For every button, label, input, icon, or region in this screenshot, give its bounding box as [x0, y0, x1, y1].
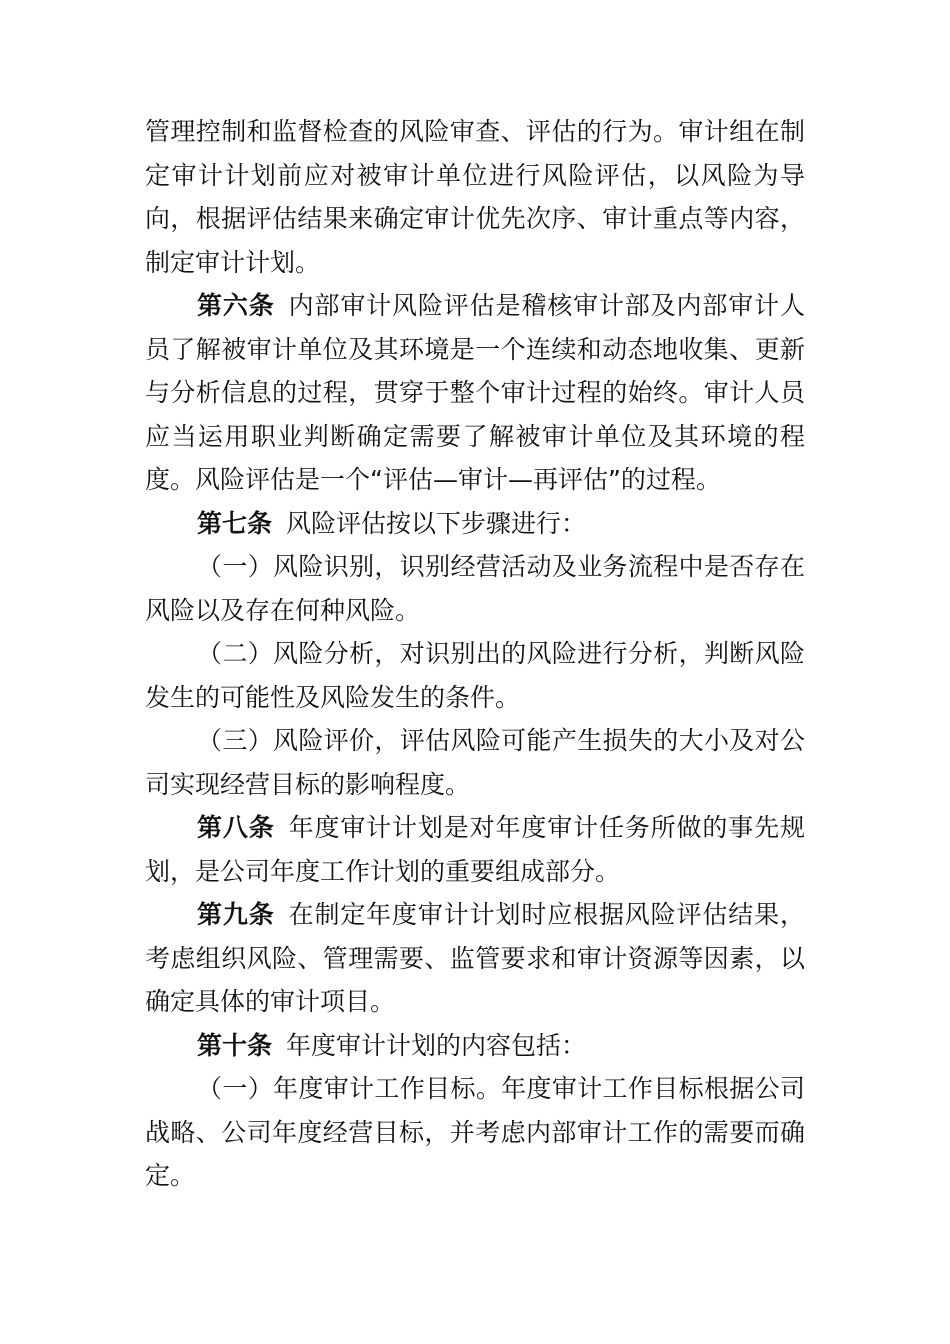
list-item-risk-identification [145, 545, 805, 632]
article-number: 第七条 [197, 508, 273, 538]
paragraph-text: 在制定年度审计计划时应根据风险评估结果，考虑组织风险、管理需要、监管要求和审计资源等因素，以确定具体的审计项目。 [145, 900, 805, 1016]
paragraph-text: （二）风险分析，对识别出的风险进行分析，判断风险发生的可能性及风险发生的条件。 [145, 639, 805, 712]
paragraph-text: （一）年度审计工作目标。年度审计工作目标根据公司战略、公司年度经营目标，并考虑内部审计工作的需要而确定。 [145, 1074, 805, 1190]
paragraph-text: 内部审计风险评估是稽核审计部及内部审计人员了解被审计单位及其环境是一个连续和动态地收集、更新与分析信息的过程，贯穿于整个审计过程的始终。审计人员应当运用职业判断确定需要了解被审计单位及其环境的程度。风险评估是一个“评估—审计—再评估”的过程。 [145, 291, 805, 494]
article-8 [145, 806, 805, 893]
article-number: 第九条 [197, 900, 275, 929]
list-item-risk-analysis [145, 632, 805, 719]
list-item-risk-evaluation [145, 719, 805, 806]
article-number: 第八条 [197, 813, 275, 842]
paragraph-text: 管理控制和监督检查的风险审查、评估的行为。审计组在制定审计计划前应对被审计单位进行风险评估，以风险为导向，根据评估结果来确定审计优先次序、审计重点等内容，制定审计计划。 [145, 117, 805, 277]
document-body [145, 110, 805, 1198]
paragraph-text: 风险评估按以下步骤进行： [286, 508, 587, 538]
article-number: 第十条 [197, 1030, 273, 1060]
article-7 [145, 502, 805, 546]
paragraph-continuation [145, 110, 805, 284]
article-number: 第六条 [197, 291, 275, 320]
paragraph-text: （一）风险识别，识别经营活动及业务流程中是否存在风险以及存在何种风险。 [145, 552, 805, 625]
paragraph-text: 年度审计计划的内容包括： [286, 1030, 587, 1060]
article-6 [145, 284, 805, 502]
article-9 [145, 893, 805, 1024]
paragraph-text: 年度审计计划是对年度审计任务所做的事先规划，是公司年度工作计划的重要组成部分。 [145, 813, 805, 886]
paragraph-text: （三）风险评价，评估风险可能产生损失的大小及对公司实现经营目标的影响程度。 [145, 726, 805, 799]
article-10 [145, 1024, 805, 1068]
list-item-annual-goals [145, 1067, 805, 1198]
